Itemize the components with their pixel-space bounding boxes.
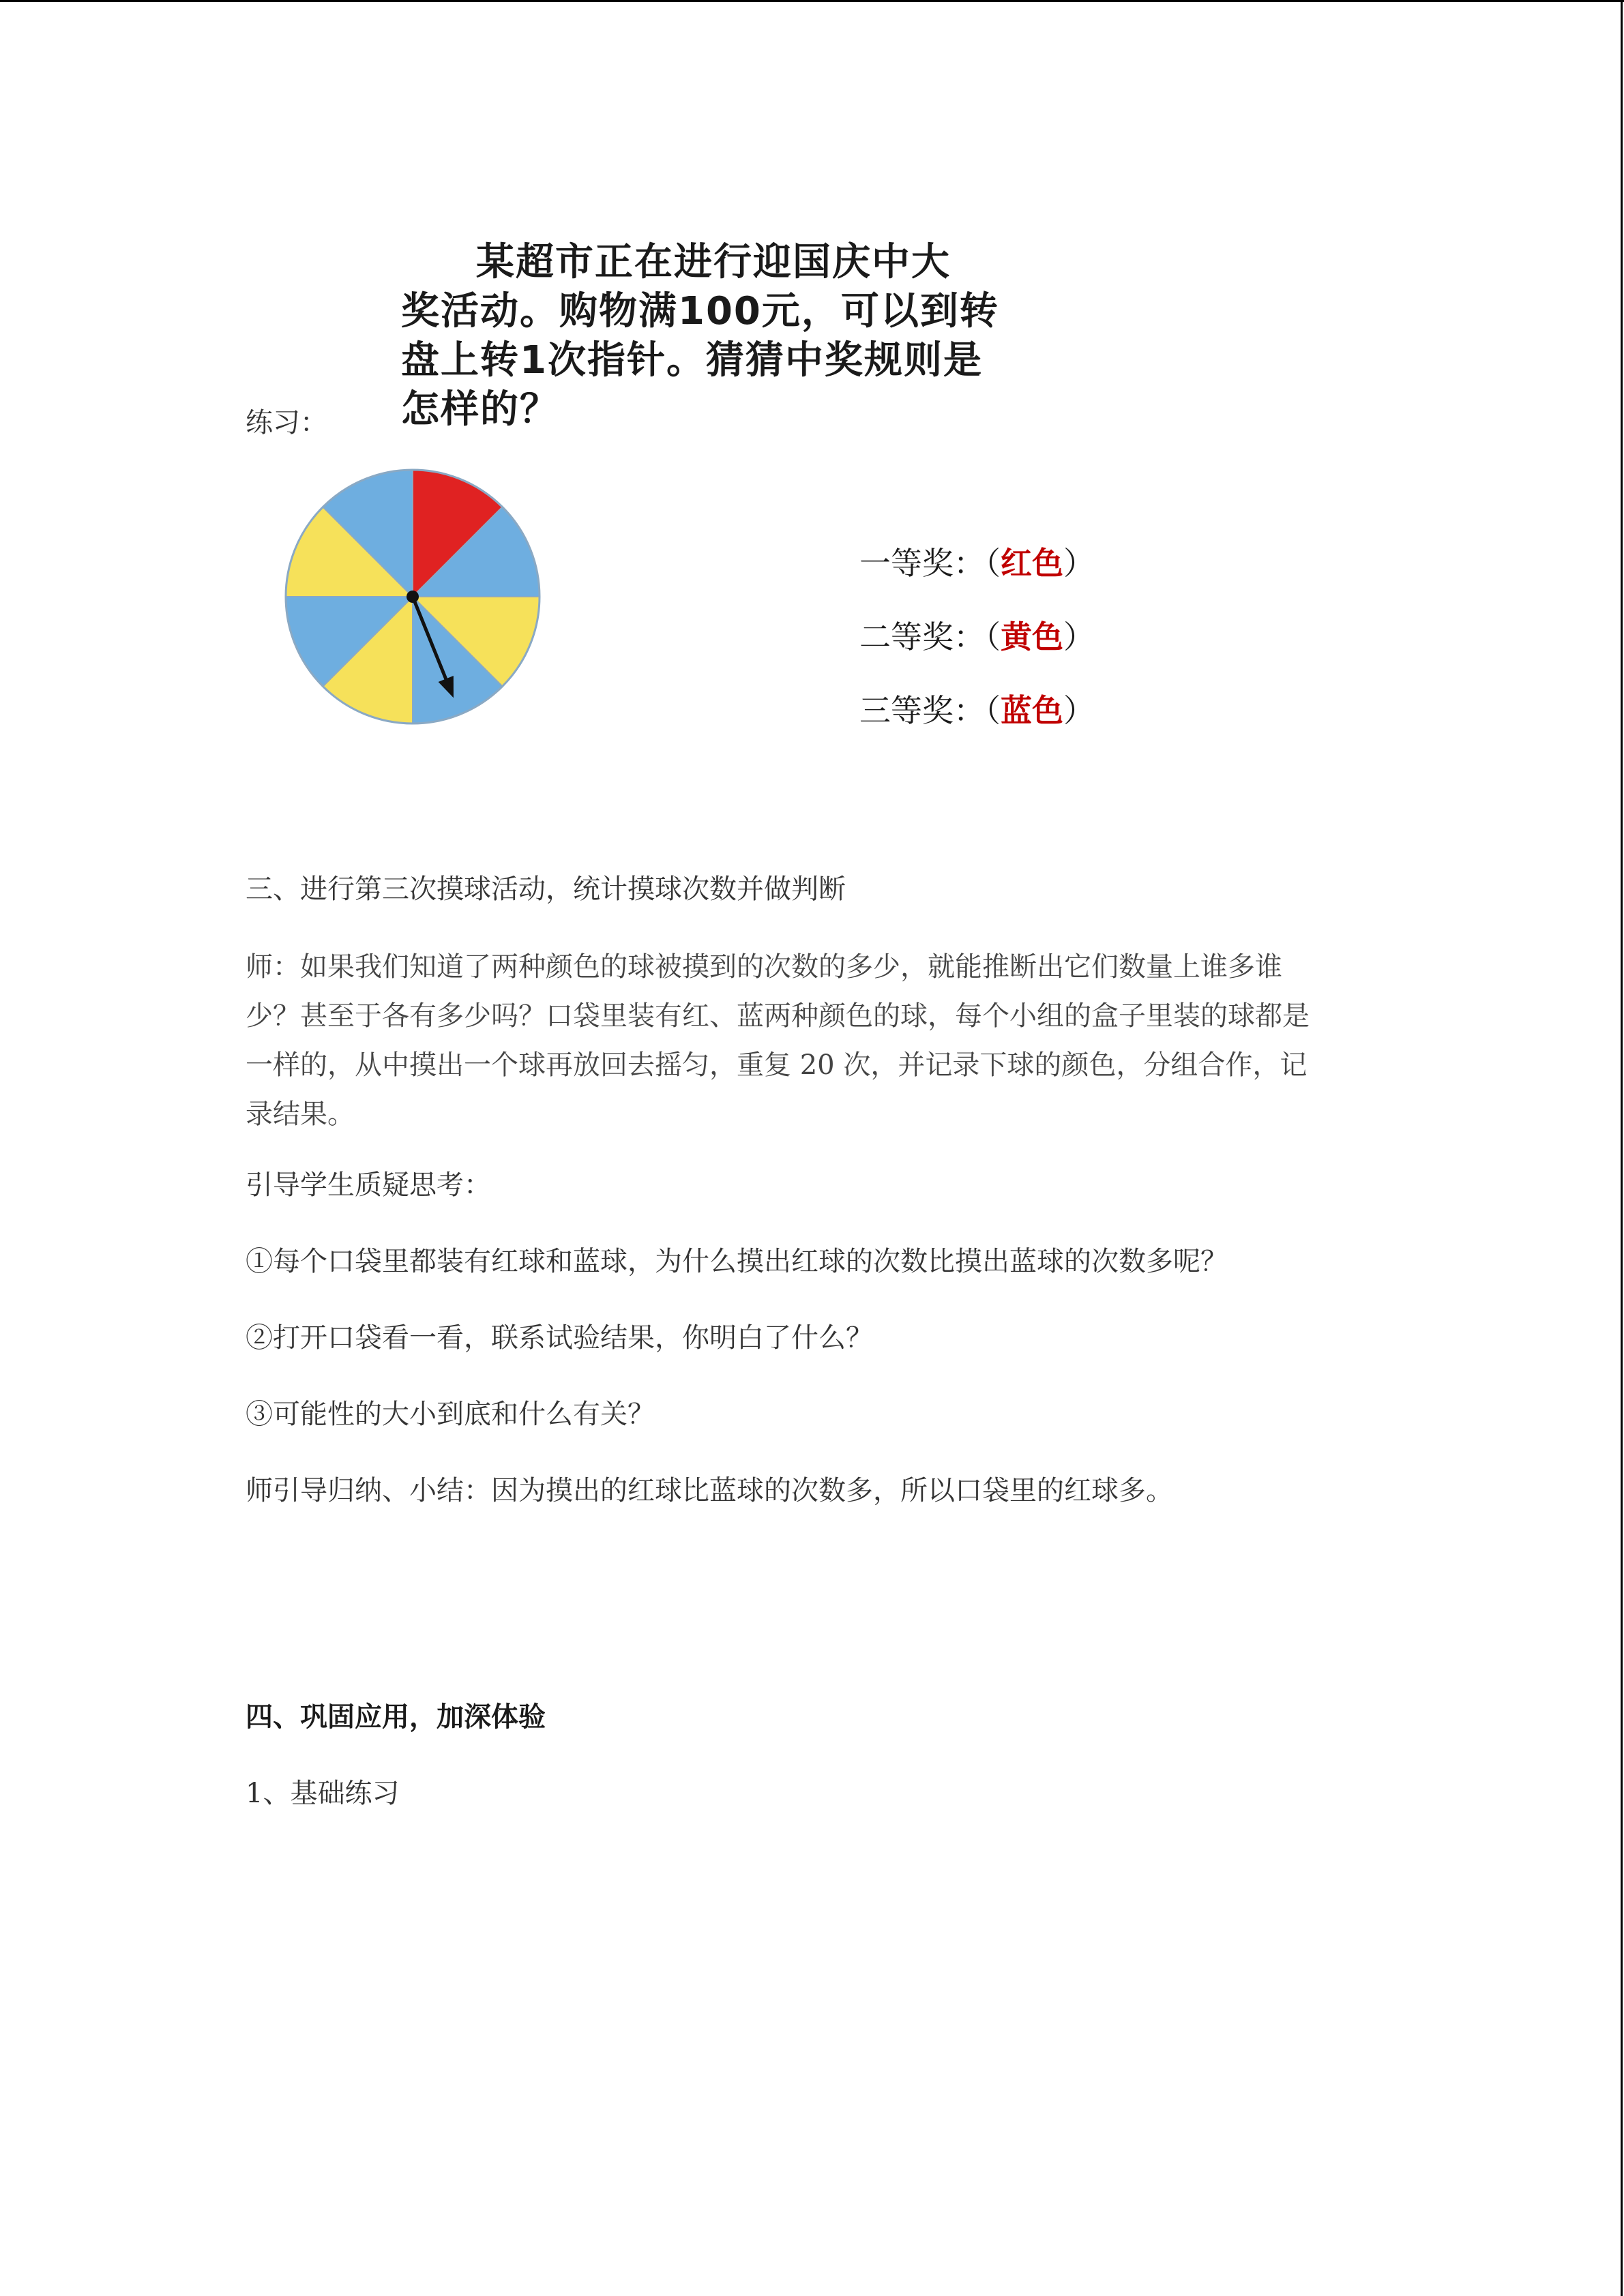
section3-paragraph-line: 一样的，从中摸出一个球再放回去摇匀，重复 20 次，并记录下球的颜色，分组合作，记 bbox=[246, 1049, 1308, 1081]
question-item: ②打开口袋看一看，联系试验结果，你明白了什么？ bbox=[246, 1322, 873, 1354]
question-item: ③可能性的大小到底和什么有关？ bbox=[246, 1399, 655, 1430]
page-top-border bbox=[0, 0, 1624, 2]
prize-first bbox=[859, 539, 1095, 584]
prize-label: 二等奖： bbox=[859, 618, 985, 655]
prize-third bbox=[859, 686, 1095, 730]
prize-paren-open: （ bbox=[985, 692, 1001, 729]
prize-color-name: 黄色 bbox=[1001, 618, 1063, 655]
section4-heading: 四、巩固应用，加深体验 bbox=[246, 1701, 546, 1733]
section3-paragraph-line: 师：如果我们知道了两种颜色的球被摸到的次数的多少，就能推断出它们数量上谁多谁 bbox=[246, 951, 1282, 983]
problem-line: 某超市正在进行迎国庆中大 bbox=[476, 240, 951, 284]
prize-paren-close: ） bbox=[1063, 618, 1095, 655]
practice-label: 练习： bbox=[246, 407, 327, 438]
spinner-hub bbox=[407, 591, 419, 603]
prize-color-name: 红色 bbox=[1001, 545, 1063, 582]
section3-heading: 三、进行第三次摸球活动，统计摸球次数并做判断 bbox=[246, 874, 846, 905]
prize-paren-open: （ bbox=[985, 618, 1001, 655]
page-right-border bbox=[1621, 0, 1623, 2296]
problem-line: 盘上转1次指针。猜猜中奖规则是 bbox=[401, 338, 983, 383]
prize-paren-open: （ bbox=[985, 545, 1001, 582]
summary-text: 师引导归纳、小结：因为摸出的红球比蓝球的次数多，所以口袋里的红球多。 bbox=[246, 1475, 1173, 1506]
guide-text: 引导学生质疑思考： bbox=[246, 1169, 491, 1201]
problem-image bbox=[333, 205, 1376, 430]
prize-label: 一等奖： bbox=[859, 545, 985, 582]
prize-color-name: 蓝色 bbox=[1001, 692, 1063, 729]
section3-paragraph-line: 少？甚至于各有多少吗？口袋里装有红、蓝两种颜色的球，每个小组的盒子里装的球都是 bbox=[246, 1000, 1310, 1032]
section3-paragraph-line: 录结果。 bbox=[246, 1099, 355, 1130]
problem-line: 奖活动。购物满100元，可以到转 bbox=[401, 289, 999, 333]
section4-subheading: 1、基础练习 bbox=[246, 1778, 400, 1809]
prize-second bbox=[859, 612, 1095, 657]
prize-label: 三等奖： bbox=[859, 692, 985, 729]
prize-paren-close: ） bbox=[1063, 545, 1095, 582]
question-item: ①每个口袋里都装有红球和蓝球，为什么摸出红球的次数比摸出蓝球的次数多呢？ bbox=[246, 1246, 1228, 1277]
prize-list bbox=[859, 539, 1146, 730]
spinner-wheel bbox=[280, 450, 580, 736]
spinner-image bbox=[280, 450, 580, 736]
prize-paren-close: ） bbox=[1063, 692, 1095, 729]
problem-line: 怎样的？ bbox=[401, 387, 559, 432]
